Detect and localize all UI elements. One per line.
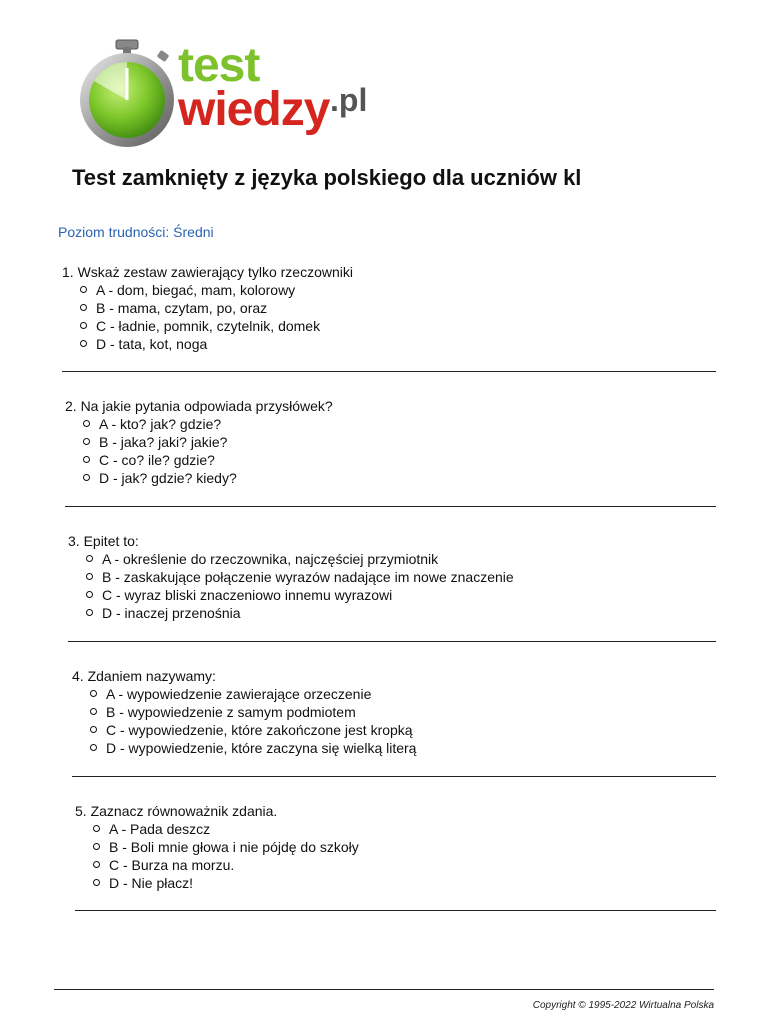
page-title: Test zamknięty z języka polskiego dla uczniów kl [72, 165, 582, 190]
option-b[interactable] [84, 703, 416, 721]
option-label: A - Pada deszcz [109, 821, 211, 837]
option-d[interactable] [80, 604, 514, 622]
radio-circle-icon[interactable] [90, 690, 97, 697]
question-2 [65, 397, 333, 487]
option-label: C - co? ile? gdzie? [99, 452, 215, 468]
option-d[interactable] [87, 874, 359, 892]
difficulty-level: Poziom trudności: Średni [58, 224, 214, 240]
option-label: B - mama, czytam, po, oraz [96, 300, 268, 316]
radio-circle-icon[interactable] [83, 420, 90, 427]
radio-circle-icon[interactable] [93, 861, 100, 868]
option-a[interactable] [84, 685, 416, 703]
question-text: 5. Zaznacz równoważnik zdania. [75, 803, 278, 819]
radio-circle-icon[interactable] [83, 438, 90, 445]
radio-circle-icon[interactable] [90, 708, 97, 715]
radio-circle-icon[interactable] [93, 825, 100, 832]
option-label: D - jak? gdzie? kiedy? [99, 470, 237, 486]
option-c[interactable] [80, 586, 514, 604]
options-list [62, 281, 353, 353]
option-d[interactable] [74, 335, 353, 353]
option-label: D - Nie płacz! [109, 875, 194, 891]
option-label: A - określenie do rzeczownika, najczęściej przymiotnik [102, 551, 439, 567]
options-list [72, 685, 416, 757]
option-label: C - ładnie, pomnik, czytelnik, domek [96, 318, 321, 334]
radio-circle-icon[interactable] [80, 286, 87, 293]
option-label: D - wypowiedzenie, które zaczyna się wielką literą [106, 740, 417, 756]
option-a[interactable] [77, 415, 333, 433]
question-text: 2. Na jakie pytania odpowiada przysłówek? [65, 398, 333, 414]
logo-text-test: test [178, 39, 260, 92]
radio-circle-icon[interactable] [90, 744, 97, 751]
divider [62, 371, 716, 372]
option-label: D - tata, kot, noga [96, 336, 208, 352]
option-b[interactable] [87, 838, 359, 856]
radio-circle-icon[interactable] [83, 456, 90, 463]
option-label: B - Boli mnie głowa i nie pójdę do szkoły [109, 839, 359, 855]
option-label: D - inaczej przenośnia [102, 605, 241, 621]
options-list [65, 415, 333, 487]
option-label: A - dom, biegać, mam, kolorowy [96, 282, 296, 298]
logo-text-pl: .pl [330, 82, 368, 118]
radio-circle-icon[interactable] [83, 474, 90, 481]
divider [72, 776, 716, 777]
question-text: 4. Zdaniem nazywamy: [72, 668, 216, 684]
radio-circle-icon[interactable] [93, 843, 100, 850]
option-a[interactable] [80, 550, 514, 568]
logo-text-wiedzy: wiedzy [178, 83, 330, 136]
option-label: C - wypowiedzenie, które zakończone jest kropką [106, 722, 413, 738]
radio-circle-icon[interactable] [86, 591, 93, 598]
option-d[interactable] [77, 469, 333, 487]
option-b[interactable] [80, 568, 514, 586]
radio-circle-icon[interactable] [86, 555, 93, 562]
question-text: 3. Epitet to: [68, 533, 139, 549]
question-5 [75, 802, 359, 892]
radio-circle-icon[interactable] [86, 573, 93, 580]
option-label: B - jaka? jaki? jakie? [99, 434, 228, 450]
option-label: C - Burza na morzu. [109, 857, 235, 873]
radio-circle-icon[interactable] [80, 322, 87, 329]
option-c[interactable] [74, 317, 353, 335]
radio-circle-icon[interactable] [80, 340, 87, 347]
options-list [75, 820, 359, 892]
radio-circle-icon[interactable] [90, 726, 97, 733]
question-4 [72, 667, 416, 757]
copyright-footer: Copyright © 1995-2022 Wirtualna Polska [532, 1000, 714, 1011]
options-list [68, 550, 514, 622]
radio-circle-icon[interactable] [93, 879, 100, 886]
option-c[interactable] [77, 451, 333, 469]
option-label: C - wyraz bliski znaczeniowo innemu wyrazowi [102, 587, 393, 603]
question-3 [68, 532, 514, 622]
option-label: A - wypowiedzenie zawierające orzeczenie [106, 686, 372, 702]
option-label: B - zaskakujące połączenie wyrazów nadające im nowe znaczenie [102, 569, 514, 585]
divider [75, 910, 716, 911]
option-c[interactable] [84, 721, 416, 739]
option-b[interactable] [77, 433, 333, 451]
option-label: B - wypowiedzenie z samym podmiotem [106, 704, 356, 720]
option-b[interactable] [74, 299, 353, 317]
question-1 [62, 263, 353, 353]
radio-circle-icon[interactable] [80, 304, 87, 311]
option-a[interactable] [87, 820, 359, 838]
divider [65, 506, 716, 507]
option-label: A - kto? jak? gdzie? [99, 416, 222, 432]
footer-divider [54, 989, 714, 990]
divider [68, 641, 716, 642]
question-text: 1. Wskaż zestaw zawierający tylko rzeczowniki [62, 264, 353, 280]
radio-circle-icon[interactable] [86, 609, 93, 616]
option-a[interactable] [74, 281, 353, 299]
option-c[interactable] [87, 856, 359, 874]
option-d[interactable] [84, 739, 416, 757]
